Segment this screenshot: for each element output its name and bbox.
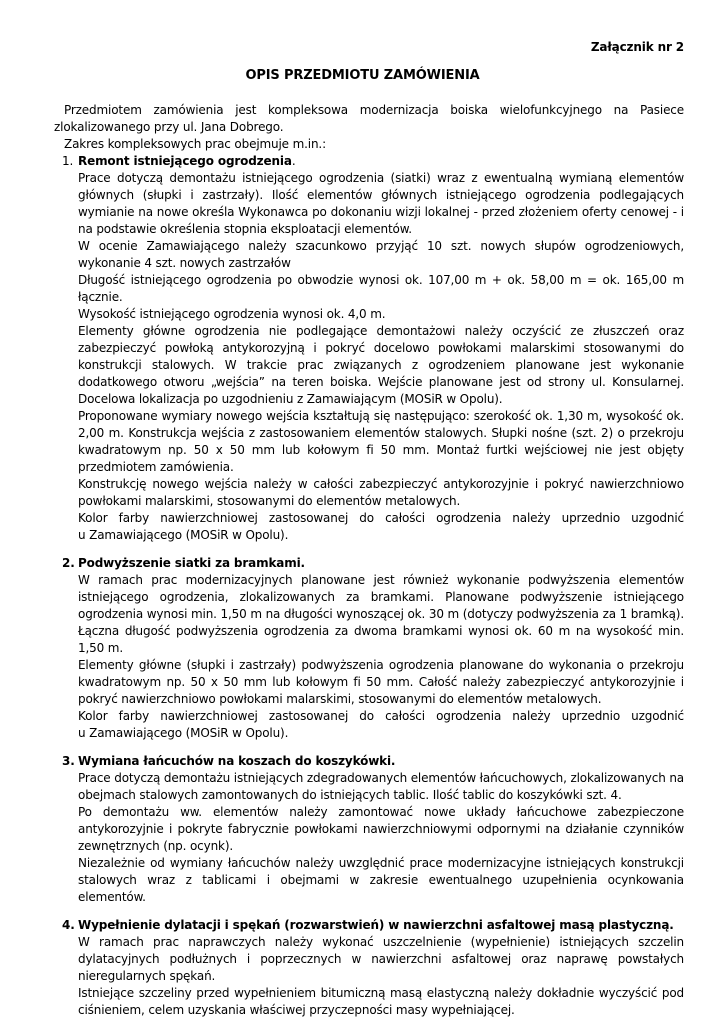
intro-paragraph: Przedmiotem zamówienia jest kompleksowa modernizacja boiska wielofunkcyjnego na Pasiece zlokalizowanego przy ul. Jana Dobrego. (54, 103, 684, 134)
item-heading (78, 153, 684, 170)
item-paragraph: Proponowane wymiary nowego wejścia kształtują się następująco: szerokość ok. 1,30 m, wysokość ok. 2,00 m. Konstrukcja wejścia z zastosowaniem elementów stalowych. Słupki nośne (szt. 2) o przekroju kwadratowym np. 50 x 50 mm lub kołowym fi 50 mm. Montaż furtki wejściowej nie jest objęty przedmiotem zamówienia. (78, 409, 684, 474)
work-item-1 (54, 153, 684, 544)
item-heading-text: Podwyższenie siatki za bramkami. (78, 556, 305, 570)
item-content (78, 753, 684, 906)
item-paragraph: Prace dotyczą demontażu istniejących zdegradowanych elementów łańcuchowych, zlokalizowanych na obejmach stalowych zamontowanych do istniejących tablic. Ilość tablic do koszykówki szt. 4. (78, 771, 684, 802)
item-content (78, 555, 684, 742)
attachment-label: Załącznik nr 2 (590, 40, 684, 54)
item-paragraph: Niezależnie od wymiany łańcuchów należy uwzględnić prace modernizacyjne istniejących konstrukcji stalowych wraz z tablicami i obejmami w zakresie ewentualnego uzupełnienia ocynkowania elementów. (78, 856, 684, 904)
item-paragraph: Długość istniejącego ogrodzenia po obwodzie wynosi ok. 107,00 m + ok. 58,00 m = ok. 165,00 m łącznie. (78, 273, 684, 304)
item-heading-text: Remont istniejącego ogrodzenia (78, 154, 292, 168)
item-paragraph: Po demontażu ww. elementów należy zamontować nowe układy łańcuchowe zabezpieczone antykorozyjnie i pokryte fabrycznie powłokami nawierzchniowymi odpornymi na działanie czynników zewnętrznych (np. ocynk). (78, 805, 684, 853)
item-heading (78, 555, 684, 572)
item-paragraph: Konstrukcję nowego wejścia należy w całości zabezpieczyć antykorozyjnie i pokryć nawierzchniowo powłokami malarskimi, stosowanymi do elementów metalowych. (78, 477, 684, 508)
work-items-list (54, 153, 684, 1019)
item-heading (78, 917, 684, 934)
item-heading-text: Wymiana łańcuchów na koszach do koszykówki. (78, 754, 396, 768)
item-paragraph: Wysokość istniejącego ogrodzenia wynosi ok. 4,0 m. (78, 307, 386, 321)
item-paragraph: W ocenie Zamawiającego należy szacunkowo przyjąć 10 szt. nowych słupów ogrodzeniowych, wykonanie 4 szt. nowych zastrzałów (78, 239, 684, 270)
item-content (78, 917, 684, 1019)
work-item-3 (54, 753, 684, 906)
work-item-4 (54, 917, 684, 1019)
item-number: 4. (62, 918, 75, 932)
item-paragraph: W ramach prac naprawczych należy wykonać uszczelnienie (wypełnienie) istniejących szczelin dylatacyjnych podłużnych i poprzecznych w nawierzchni asfaltowej oraz naprawę powstałych nieregularnych spękań. (78, 935, 684, 983)
item-heading (78, 753, 684, 770)
item-content (78, 153, 684, 544)
item-heading-text: Wypełnienie dylatacji i spękań (rozwarstwień) w nawierzchni asfaltowej masą plastyczną. (78, 918, 674, 932)
item-number: 1. (62, 154, 74, 168)
item-paragraph: Kolor farby nawierzchniowej zastosowanej do całości ogrodzenia należy uprzednio uzgodnić u Zamawiającego (MOSiR w Opolu). (78, 709, 684, 740)
item-heading-suffix: . (291, 154, 296, 168)
item-paragraph: Prace dotyczą demontażu istniejącego ogrodzenia (siatki) wraz z ewentualną wymianą elementów głównych (słupki i zastrzały). Ilość elementów głównych istniejącego ogrodzenia podlegających wymianie na nowe określa Wykonawca po dokonaniu wizji lokalnej - przed złożeniem oferty cenowej - i na podstawie określenia stopnia eksploatacji elementów. (78, 171, 684, 236)
item-paragraph: Elementy główne (słupki i zastrzały) podwyższenia ogrodzenia planowane do wykonania o przekroju kwadratowym np. 50 x 50 mm lub kołowym fi 50 mm. Całość należy zabezpieczyć antykorozyjnie i pokryć nawierzchniowo powłokami malarskimi, stosowanymi do elementów metalowych. (78, 658, 684, 706)
work-item-2 (54, 555, 684, 742)
scope-intro-paragraph: Zakres kompleksowych prac obejmuje m.in.: (64, 137, 326, 151)
document-title: OPIS PRZEDMIOTU ZAMÓWIENIA (245, 68, 480, 83)
item-paragraph: Istniejące szczeliny przed wypełnieniem bitumiczną masą elastyczną należy dokładnie wyczyścić pod ciśnieniem, celem uzyskania właściwej przyczepności masy wypełniającej. (78, 986, 684, 1017)
item-number: 2. (62, 556, 75, 570)
item-paragraph: W ramach prac modernizacyjnych planowane jest również wykonanie podwyższenia elementów istniejącego ogrodzenia, zlokalizowanych za bramkami. Planowane podwyższenie istniejącego ogrodzenia wynosi min. 1,50 m na długości wynoszącej ok. 30 m (dotyczy podwyższenia za 1 bramką). Łączna długość podwyższenia ogrodzenia za dwoma bramkami wynosi ok. 60 m na wysokość min. 1,50 m. (78, 573, 684, 655)
item-paragraph: Kolor farby nawierzchniowej zastosowanej do całości ogrodzenia należy uprzednio uzgodnić u Zamawiającego (MOSiR w Opolu). (78, 511, 684, 542)
item-paragraph: Elementy główne ogrodzenia nie podlegające demontażowi należy oczyścić ze złuszczeń oraz zabezpieczyć powłoką antykorozyjną i pokryć docelowo powłokami malarskimi stosowanymi do konstrukcji stalowych. W trakcie prac związanych z ogrodzeniem planowane jest wykonanie dodatkowego otworu „wejścia” na teren boiska. Wejście planowane jest od strony ul. Konsularnej. Docelowa lokalizacja po uzgodnieniu z Zamawiającym (MOSiR w Opolu). (78, 324, 684, 406)
item-number: 3. (62, 754, 75, 768)
